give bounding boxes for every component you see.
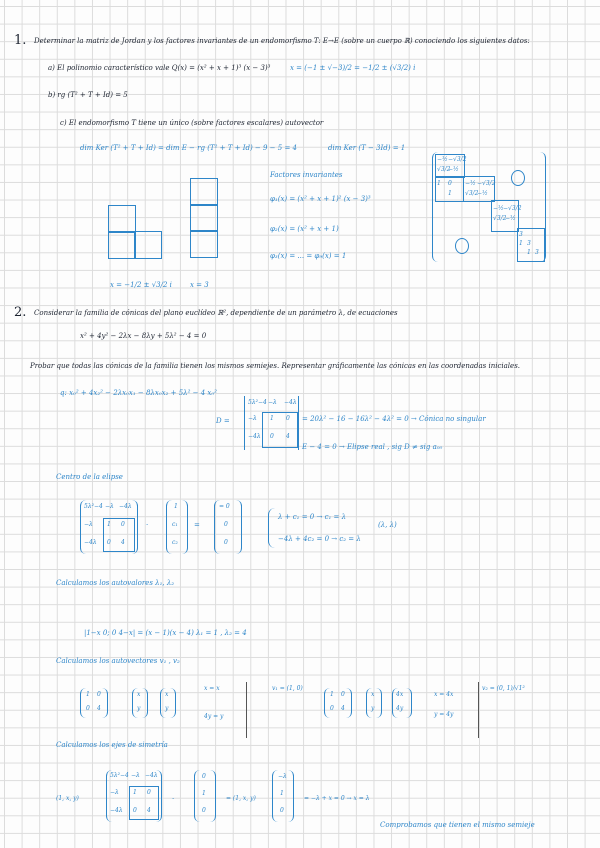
system-brace [268,508,275,548]
jordan-entry: 1 [448,190,452,197]
jordan-entry: 3 [519,231,523,238]
autovectores-title: Calculamos los autovectores v₁ , v₂ [56,657,180,665]
dim-ker-t3: dim Ker (T − 3Id) = 1 [328,144,406,152]
jordan-entry: −½ [493,205,504,212]
probar-statement: Probar que todas las cónicas de la familia tienen los mismos semiejes. Representar gráficamente las cónicas en las coordenadas iniciales. [30,362,521,370]
v2-result: v₂ = (0, 1)/√1² [482,685,525,692]
separator-2 [478,682,479,738]
roots-formula: x = (−1 ± √−3)/2 = −1/2 ± (√3/2) i [290,64,416,72]
conclusion: Comprobamos que tienen el mismo semieje [380,821,535,829]
problem-1-number: 1. [14,33,27,48]
jordan-entry: 1 [519,240,523,247]
autovalores-title: Calculamos los autovalores λ₁, λ₂ [56,579,175,587]
rhs-vector-2: 4x 4y [392,688,412,718]
ejes-res-vector: −λ 1 0 [272,770,294,822]
jordan-entry: 0 [448,180,452,187]
problem-2-number: 2. [14,305,27,320]
centro-title: Centro de la elipse [56,473,123,481]
jordan-matrix [432,152,546,262]
eig-matrix-1: 1 0 0 4 [80,688,108,718]
item-a: a) El polinomio característico vale Q(x) = (x² + x + 1)³ (x − 3)³ [48,64,271,72]
ejes-eq-res: = (1, x, y) [226,795,256,802]
eq-4y-y: 4y = y [204,713,224,720]
jordan-entry: −½ [437,156,448,163]
char-polynomial: |1−x 0; 0 4−x| = (x − 1)(x − 4) [84,629,194,637]
jordan-entry: 1 [437,180,441,187]
xy-vector-2: x y [366,688,382,718]
phi-1: φ₁(x) = (x² + x + 1)² (x − 3)³ [270,195,371,203]
system-eq-1: λ + c₁ = 0 → c₁ = λ [278,513,347,521]
ejes-mid-vector: 0 1 0 [194,770,216,822]
det-value: = 20λ² − 16 − 16λ² − 4λ² = 0 → Cónica no singular [302,415,486,423]
phi-3: φ₃(x) = ... = φ₉(x) = 1 [270,252,347,260]
final-equation: = −λ + x = 0 → x = λ [304,795,370,802]
ejes-matrix: 5λ²−4 −λ −4λ −λ 1 0 −4λ 0 4 [106,770,162,822]
ellipse-type: E − 4 = 0 → Elipse real , sig D ≠ sig a₀₀ [302,443,443,451]
jordan-entry: −½ [448,166,459,173]
jordan-entry: √3/2 [493,215,507,222]
eq-y-4y: y = 4y [434,711,454,718]
eigen-label-real: x = 3 [190,281,209,289]
xy-vector-1: x y [132,688,148,718]
equals-sign: = [194,521,200,529]
jordan-entry: √3/2 [437,166,451,173]
eq-x-x: x = x [204,685,220,692]
eig-matrix-2: 1 0 0 4 [324,688,352,718]
row-vector: (1, x, y) [56,795,79,802]
quadratic-form: q: x₀² + 4x₂² − 2λx₀x₁ − 8λx₀x₂ + 5λ² − 4 x₀² [60,389,217,397]
conic-equation: x² + 4y² − 2λx − 8λy + 5λ² − 4 = 0 [80,332,207,340]
jordan-entry: −½ [505,215,516,222]
item-c: c) El endomorfismo T tiene un único (sobre factores escalares) autovector [60,119,324,127]
system-eq-2: −4λ + 4c₂ = 0 → c₂ = λ [278,535,361,543]
jordan-entry: 1 [527,249,531,256]
jordan-entry: −½ [477,190,488,197]
xy-vector-1b: x y [160,688,176,718]
jordan-entry: √3/2 [465,190,479,197]
jordan-entry: 3 [535,249,539,256]
jordan-entry: −√3/2 [477,180,496,187]
centro-result: = 0 0 0 [214,500,242,554]
separator-1 [246,682,247,738]
jordan-entry: −√3/2 [503,205,522,212]
jordan-entry: 3 [527,240,531,247]
det-bar-left [244,396,245,450]
dot-operator: · [146,521,149,529]
jordan-entry: −√3/2 [448,156,467,163]
det-label: D = [216,417,230,425]
problem-2-statement: Considerar la familia de cónicas del plano euclídeo ℝ², dependiente de un parámetro λ, de ecuaciones [34,309,398,317]
factores-title: Factores invariantes [270,171,343,179]
v1-result: v₁ = (1, 0) [272,685,303,692]
phi-2: φ₂(x) = (x² + x + 1) [270,225,339,233]
eq-x-4x: x = 4x [434,691,454,698]
eigenvalues: λ₁ = 1 , λ₂ = 4 [196,629,247,637]
ejes-title: Calculamos los ejes de simetría [56,741,168,749]
det-bar-right [298,396,299,450]
centro-vector: 1 c₁ c₂ [166,500,188,554]
dot-operator-2: · [172,795,175,803]
dim-ker-line: dim Ker (T² + T + Id) = dim E − rg (T² + T + Id) − 9 − 5 = 4 [80,144,297,152]
eigen-label-complex: x = −1/2 ± √3/2 i [110,281,172,289]
jordan-entry: −½ [465,180,476,187]
center-point: (λ, λ) [378,521,397,529]
item-b: b) rg (T² + T + Id) = 5 [48,91,128,99]
centro-matrix: 5λ²−4 −λ −4λ −λ 1 0 −4λ 0 4 [80,500,138,554]
problem-1-statement: Determinar la matriz de Jordan y los factores invariantes de un endomorfismo T: E→E (sobre un cuerpo ℝ) conociendo los siguientes datos: [34,37,530,45]
